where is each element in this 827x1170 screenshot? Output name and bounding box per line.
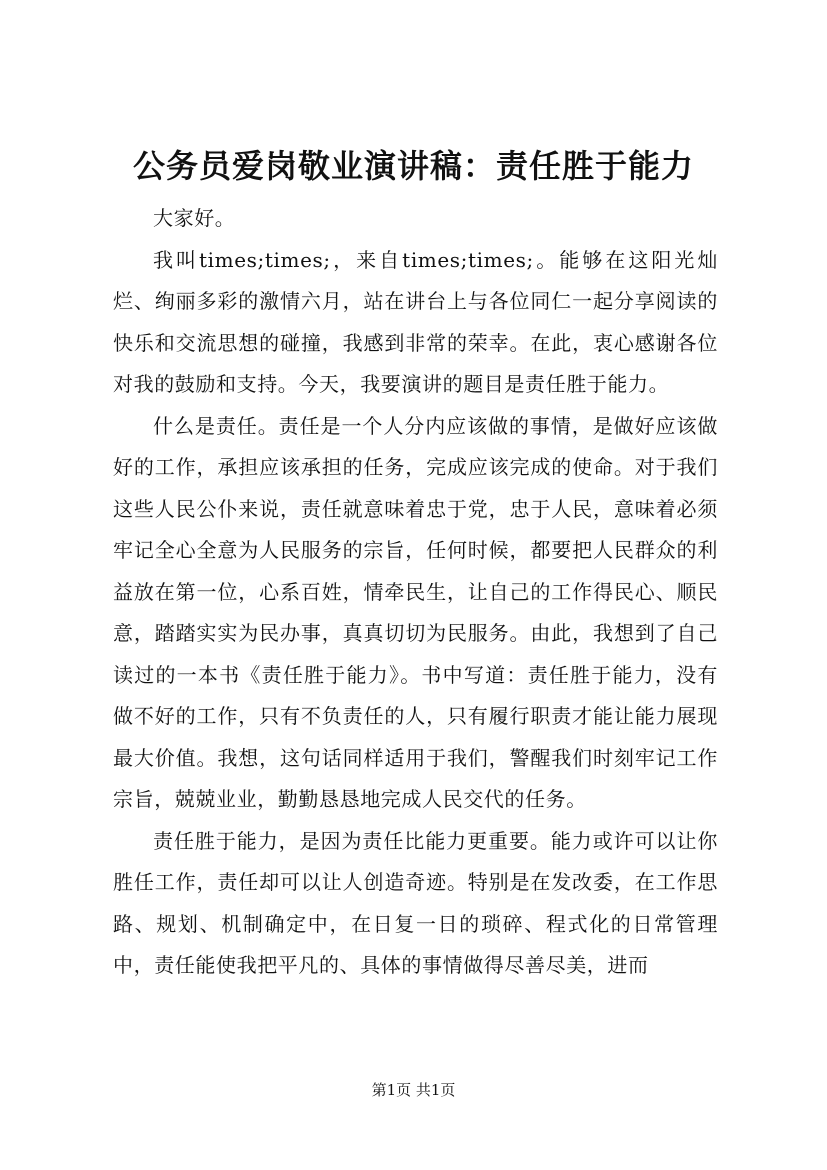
paragraph-greeting: 大家好。 — [153, 206, 236, 230]
paragraph-introduction: 我叫times;times;，来自times;times;。能够在这阳光灿烂、绚丽多彩的激情六月，站在讲台上与各位同仁一起分享阅读的快乐和交流思想的碰撞，我感到非常的荣幸。在此，衷心感谢各位对我的鼓励和支持。今天，我要演讲的题目是责任胜于能力。 — [113, 247, 718, 396]
document-body — [113, 198, 718, 987]
page-footer: 第1页 共1页 — [371, 1081, 456, 1099]
paragraph-responsibility-over-ability: 责任胜于能力，是因为责任比能力更重要。能力或许可以让你胜任工作，责任却可以让人创造奇迹。特别是在发改委，在工作思路、规划、机制确定中，在日复一日的琐碎、程式化的日常管理中，责任能使我把平凡的、具体的事情做得尽善尽美，进而 — [113, 828, 718, 977]
paragraph-what-is-responsibility: 什么是责任。责任是一个人分内应该做的事情，是做好应该做好的工作，承担应该承担的任务，完成应该完成的使命。对于我们这些人民公仆来说，责任就意味着忠于党，忠于人民，意味着必须牢记全心全意为人民服务的宗旨，任何时候，都要把人民群众的利益放在第一位，心系百姓，情牵民生，让自己的工作得民心、顺民意，踏踏实实为民办事，真真切切为民服务。由此，我想到了自己读过的一本书《责任胜于能力》。书中写道：责任胜于能力，没有做不好的工作，只有不负责任的人，只有履行职责才能让能力展现最大价值。我想，这句话同样适用于我们，警醒我们时刻牢记工作宗旨，兢兢业业，勤勤恳恳地完成人民交代的任务。 — [113, 413, 718, 811]
document-title: 公务员爱岗敬业演讲稿：责任胜于能力 — [132, 147, 694, 185]
